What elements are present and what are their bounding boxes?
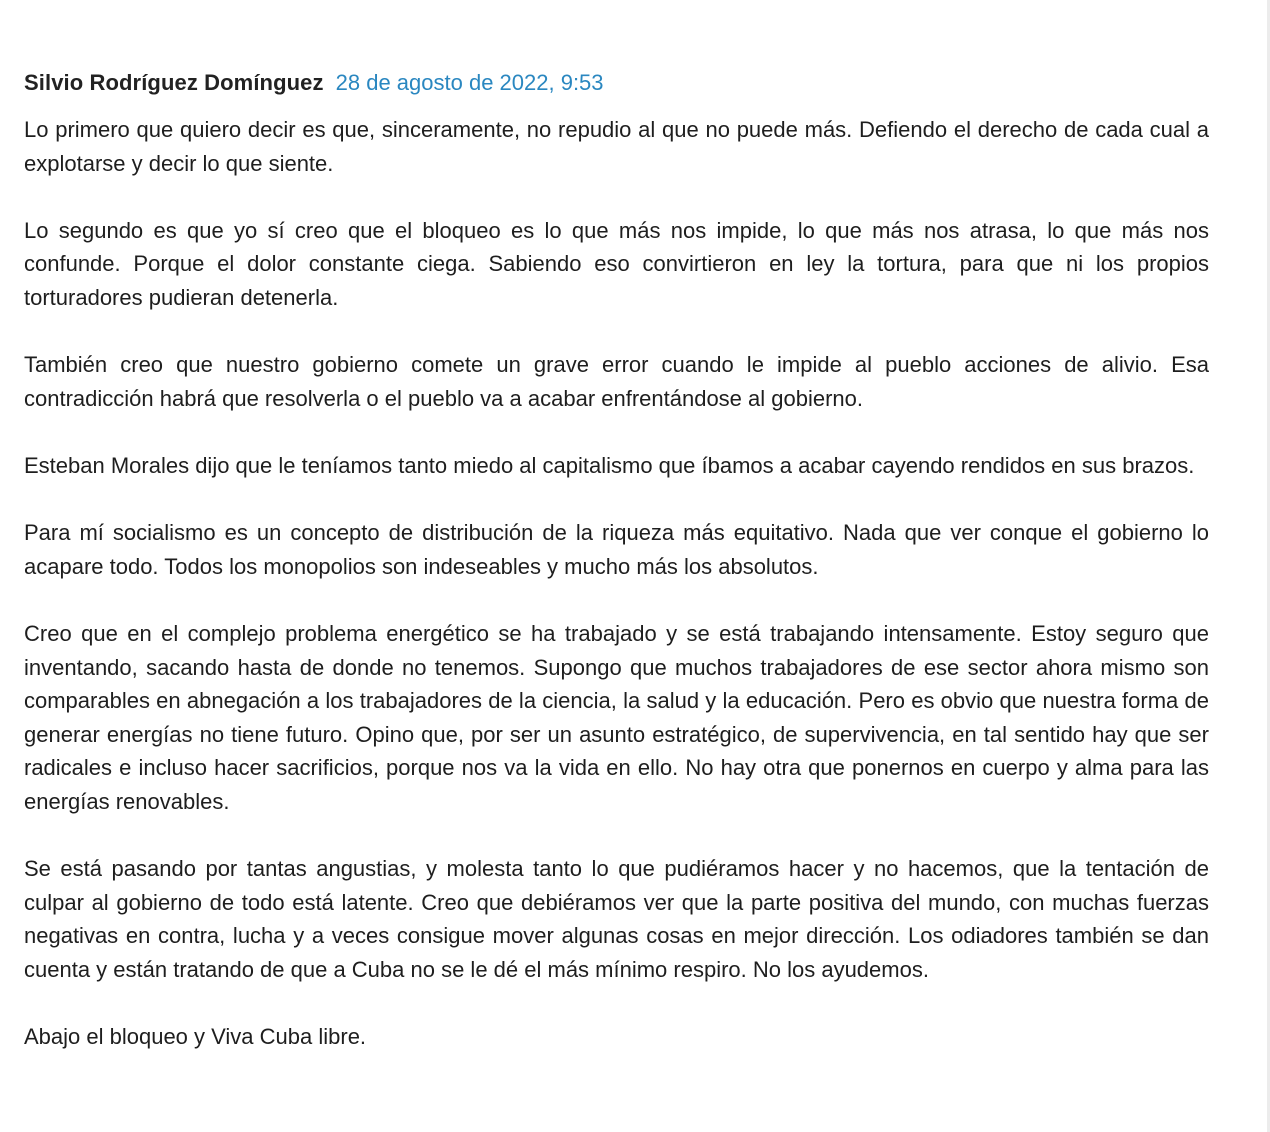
comment-paragraph: Esteban Morales dijo que le teníamos tanto miedo al capitalismo que íbamos a acabar cayendo rendidos en sus brazos. [24,452,1195,478]
comment-body [24,113,1209,1054]
comment-date-link[interactable]: 28 de agosto de 2022, 9:53 [335,70,604,95]
comment-paragraph: Lo segundo es que yo sí creo que el bloqueo es lo que más nos impide, lo que más nos atrasa, lo que más nos confunde. Porque el dolor constante ciega. Sabiendo eso convirtieron en ley la tortura, para que ni los propios torturadores pudieran detenerla. [24,217,1209,310]
comment [24,64,1209,1054]
comment-paragraph: Lo primero que quiero decir es que, sinceramente, no repudio al que no puede más. Defiendo el derecho de cada cual a explotarse y decir lo que siente. [24,117,1209,176]
comment-paragraph: Para mí socialismo es un concepto de distribución de la riqueza más equitativo. Nada que ver conque el gobierno lo acapare todo. Todos los monopolios son indeseables y mucho más los absolutos. [24,520,1209,579]
comment-paragraph: También creo que nuestro gobierno comete un grave error cuando le impide al pueblo acciones de alivio. Esa contradicción habrá que resolverla o el pueblo va a acabar enfrentándose al gobierno. [24,352,1209,411]
comment-header [24,64,1209,102]
comment-paragraph: Abajo el bloqueo y Viva Cuba libre. [24,1024,367,1050]
comment-author: Silvio Rodríguez Domínguez [24,70,324,95]
comment-paragraph: Creo que en el complejo problema energético se ha trabajado y se está trabajando intensamente. Estoy seguro que inventando, sacando hasta de donde no tenemos. Supongo que muchos trabajadores de ese sector ahora mismo son comparables en abnegación a los trabajadores de la ciencia, la salud y la educación. Pero es obvio que nuestra forma de generar energías no tiene futuro. Opino que, por ser un asunto estratégico, de supervivencia, en tal sentido hay que ser radicales e incluso hacer sacrificios, porque nos va la vida en ello. No hay otra que ponernos en cuerpo y alma para las energías renovables. [24,620,1209,814]
comment-paragraph: Se está pasando por tantas angustias, y molesta tanto lo que pudiéramos hacer y no hacemos, que la tentación de culpar al gobierno de todo está latente. Creo que debiéramos ver que la parte positiva del mundo, con muchas fuerzas negativas en contra, lucha y a veces consigue mover algunas cosas en mejor dirección. Los odiadores también se dan cuenta y están tratando de que a Cuba no se le dé el más mínimo respiro. No los ayudemos. [24,856,1209,982]
